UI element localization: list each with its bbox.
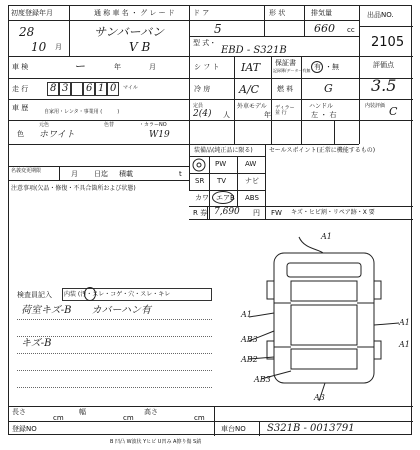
note-rule [17, 370, 212, 371]
col-divider [207, 206, 208, 219]
caution-label: 注意事項(欠品・修復・不具合箇所および状態) [11, 185, 136, 192]
handle-label: ハンドル [309, 103, 334, 110]
inspection-value: ー [74, 60, 85, 73]
displacement-label: 排気量 [311, 9, 332, 17]
doors-label: ド ア [193, 9, 210, 17]
mileage-digit-box [71, 82, 83, 96]
doors-value: 5 [214, 22, 222, 36]
col-divider [209, 156, 210, 219]
shift-value: IAT [241, 61, 261, 74]
car-name-label: 通 称 車 名 ・ グ レ ー ド [94, 9, 175, 17]
model-value: EBD - S321B [221, 45, 287, 56]
name-change-label: 名義変更期限 [11, 168, 42, 174]
row-divider [189, 20, 359, 21]
chassis-label: 車台NO [221, 425, 246, 433]
mileage-digit: 1 [98, 83, 105, 94]
inspection-sheet [8, 5, 412, 435]
r-ticket-label: R 券 [193, 209, 208, 217]
equip-abs: ABS [245, 194, 259, 202]
remodel-year-unit: 年 [264, 111, 271, 119]
row-divider [9, 78, 413, 79]
row-divider [9, 99, 413, 100]
r-ticket-value: 7,690 [214, 207, 240, 217]
equip-airbag: エアB [216, 194, 235, 202]
r-ticket-unit: 円 [253, 209, 260, 217]
damage-mark: AB2 [241, 355, 258, 364]
shift-label: シ フ ト [194, 63, 220, 71]
col-divider [265, 144, 266, 219]
history-label: 車 歴 [12, 104, 29, 112]
fw-note: キズ・ヒビ割・リペア跡・X 要 [291, 209, 375, 216]
damage-mark: A3 [314, 393, 325, 402]
model-label: 型 式・ [193, 39, 217, 47]
load-label: 積載 [119, 170, 133, 178]
dealer-label: ディラー並 行 [275, 105, 295, 116]
length-unit: cm [53, 414, 64, 422]
remodel-label: 外車モデル [237, 103, 267, 110]
first-reg-month-unit: 月 [55, 43, 62, 51]
height-unit: cm [194, 414, 205, 422]
color-original-value: ホワイト [39, 130, 75, 140]
aircon-label: 冷 房 [194, 85, 211, 93]
capacity-label: 定員 [193, 103, 204, 109]
color-label: 色 [17, 130, 24, 138]
fuel-value: G [324, 82, 333, 95]
sellpoint-label: セールスポイント(正常に機能するもの) [269, 147, 376, 154]
grade-eval-value: 3.5 [371, 76, 397, 95]
col-divider [69, 6, 70, 56]
damage-mark: AB3 [254, 375, 271, 384]
col-divider [264, 6, 265, 36]
name-change-month: 月 [71, 170, 78, 178]
width-unit: cm [123, 414, 134, 422]
warranty-selected-mark [311, 61, 323, 73]
car-name: サンバーバン [94, 25, 164, 39]
col-divider [359, 56, 360, 144]
damage-mark: AB3 [241, 335, 258, 344]
option-selected-mark [84, 287, 96, 301]
row-divider [9, 406, 413, 407]
load-unit: t [179, 170, 182, 178]
warranty-sub-label: 記録簿/データー有無 [273, 68, 311, 73]
equipment-label: 装備品(純正品に限る) [194, 147, 253, 154]
inspection-month-unit: 月 [149, 63, 156, 71]
capacity-value: 2(4) [193, 109, 212, 119]
mileage-digit: 0 [110, 83, 117, 94]
first-reg-month: 10 [31, 40, 47, 54]
col-divider [304, 6, 305, 36]
row-divider [9, 20, 69, 21]
note-rule [17, 387, 212, 388]
equip-pw: PW [215, 160, 227, 168]
interior-value: C [389, 105, 398, 118]
fuel-label: 燃 料 [277, 85, 294, 93]
row-divider [9, 421, 413, 422]
row-divider [69, 20, 189, 21]
inspector-options: 内装 (汚・スレ・コゲ・穴・スレ・キレ [64, 291, 171, 298]
warranty-yes: 有 [314, 63, 321, 71]
color-code-value: W19 [149, 130, 170, 140]
inspection-year-unit: 年 [114, 63, 121, 71]
history-options: 自家用・レンタ・事業用 ( ) [44, 109, 120, 115]
chassis-value: S321B - 0013791 [267, 423, 355, 434]
warranty-label: 保証書 [275, 59, 296, 67]
steering-icon [192, 158, 206, 172]
mileage-digit: 8 [50, 83, 57, 94]
grade-eval-label: 評価点 [373, 61, 394, 69]
row-divider [9, 56, 413, 57]
row-divider [189, 36, 359, 37]
col-divider [334, 120, 335, 144]
damage-mark: A1 [399, 318, 410, 327]
damage-mark: A1 [241, 310, 252, 319]
col-divider [214, 406, 215, 436]
col-divider [359, 6, 360, 56]
cc-unit: cc [347, 26, 355, 34]
col-divider [237, 156, 238, 206]
displacement-value: 660 [314, 22, 335, 35]
row-divider [189, 219, 413, 220]
inspection-label: 車 検 [12, 63, 29, 71]
equip-aw: AW [245, 160, 257, 168]
mileage-digit: 3 [62, 83, 69, 94]
interior-label: 内装評価 [365, 103, 386, 109]
equip-tv: TV [217, 177, 227, 185]
reg-no-label: 登録NO [12, 425, 37, 433]
fw-label: FW [271, 209, 282, 217]
color-current-label: 色替 [104, 122, 115, 128]
row-divider [9, 120, 413, 121]
mileage-digit: 6 [86, 83, 93, 94]
row-divider [9, 144, 359, 145]
damage-legend: B 凹凸 W波状 Yヒビ U凹み A擦り傷 S錆 [110, 439, 202, 445]
note-rule [17, 319, 212, 320]
row-divider [189, 156, 265, 157]
exhibit-number: 2105 [371, 35, 405, 50]
inspector-label: 検査員記入 [17, 291, 52, 299]
col-divider [234, 56, 235, 144]
car-grade: V B [129, 40, 151, 54]
equip-leather: カワ [195, 194, 209, 202]
col-divider [59, 166, 60, 180]
handle-value: 左 ・ 右 [311, 111, 337, 119]
first-reg-label: 初度登録年月 [11, 9, 53, 17]
inspector-note-2: キズ-B [21, 338, 52, 349]
equip-sr: SR [195, 177, 205, 185]
warranty-no: ・無 [325, 63, 339, 71]
row-divider [359, 26, 413, 27]
exhibit-label: 出品NO. [367, 11, 394, 19]
damage-mark: A1 [399, 340, 410, 349]
note-rule [17, 353, 212, 354]
aircon-value: A/C [239, 83, 260, 96]
inspector-note-1: 荷室キズ-B カバーハン有 [21, 305, 152, 316]
color-code-label: ・カラーNO [139, 122, 167, 128]
name-change-day: 日迄 [94, 170, 108, 178]
first-reg-year: 28 [19, 25, 35, 39]
note-rule [17, 336, 212, 337]
width-label: 幅 [79, 408, 86, 416]
equip-navi: ナビ [245, 177, 259, 185]
col-divider [271, 56, 272, 144]
capacity-unit: 人 [223, 111, 230, 119]
mileage-unit: マイル [123, 85, 138, 91]
row-divider [9, 166, 189, 167]
col-divider [259, 421, 260, 436]
mileage-label: 走 行 [12, 85, 29, 93]
row-divider [189, 173, 265, 174]
row-divider [9, 180, 189, 181]
damage-mark: A1 [321, 232, 332, 241]
shape-label: 形 状 [269, 9, 286, 17]
length-label: 長さ [12, 408, 26, 416]
color-original-label: 元色 [39, 122, 50, 128]
height-label: 高さ [144, 408, 158, 416]
